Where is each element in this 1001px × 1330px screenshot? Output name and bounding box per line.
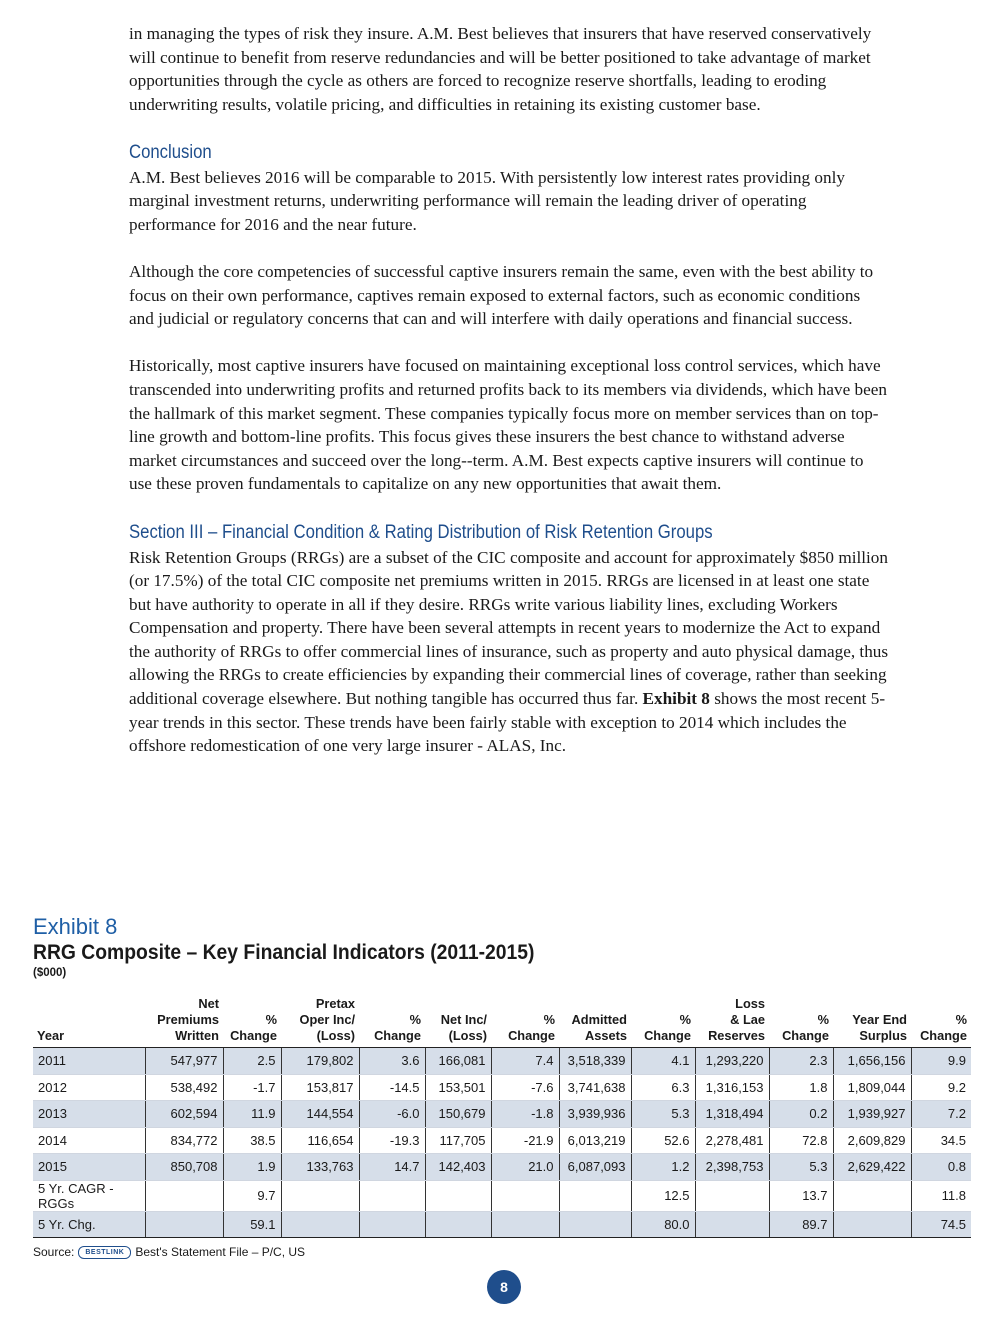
- table-cell: 166,081: [425, 1048, 491, 1075]
- table-cell: 0.8: [911, 1154, 971, 1181]
- header-year-end-surplus: Year End Surplus: [833, 996, 911, 1048]
- table-row: [33, 1154, 971, 1181]
- table-cell: 144,554: [281, 1101, 359, 1128]
- table-cell: [559, 1180, 631, 1211]
- table-cell: 74.5: [911, 1211, 971, 1238]
- table-cell: 1,293,220: [695, 1048, 769, 1075]
- table-cell: 150,679: [425, 1101, 491, 1128]
- table-cell: -1.7: [223, 1074, 281, 1101]
- table-cell: 9.2: [911, 1074, 971, 1101]
- table-row: [33, 1101, 971, 1128]
- table-cell: -7.6: [491, 1074, 559, 1101]
- table-row: [33, 1048, 971, 1075]
- header-pct-change: % Change: [223, 996, 281, 1048]
- table-cell: -21.9: [491, 1127, 559, 1154]
- table-cell: [695, 1180, 769, 1211]
- table-cell: 11.9: [223, 1101, 281, 1128]
- table-cell: -19.3: [359, 1127, 425, 1154]
- table-cell: 2,398,753: [695, 1154, 769, 1181]
- table-cell: [491, 1211, 559, 1238]
- table-cell: 0.2: [769, 1101, 833, 1128]
- table-cell: -14.5: [359, 1074, 425, 1101]
- table-cell: 4.1: [631, 1048, 695, 1075]
- table-cell: 3.6: [359, 1048, 425, 1075]
- header-pct-change: % Change: [359, 996, 425, 1048]
- table-header-row: [33, 996, 971, 1048]
- table-cell: 117,705: [425, 1127, 491, 1154]
- header-pct-change: % Change: [631, 996, 695, 1048]
- table-cell: 6.3: [631, 1074, 695, 1101]
- table-cell: 3,518,339: [559, 1048, 631, 1075]
- table-cell: 3,741,638: [559, 1074, 631, 1101]
- table-cell: 1,939,927: [833, 1101, 911, 1128]
- table-row: [33, 1127, 971, 1154]
- row-label-cell: 5 Yr. CAGR - RGGs: [33, 1180, 145, 1211]
- row-label-cell: 2014: [33, 1127, 145, 1154]
- table-cell: 9.7: [223, 1180, 281, 1211]
- table-cell: 2.3: [769, 1048, 833, 1075]
- table-cell: 9.9: [911, 1048, 971, 1075]
- table-cell: 5.3: [631, 1101, 695, 1128]
- table-cell: -1.8: [491, 1101, 559, 1128]
- source-line: [33, 1245, 305, 1259]
- table-body: [33, 1048, 971, 1238]
- table-cell: 2,629,422: [833, 1154, 911, 1181]
- table-cell: 1,316,153: [695, 1074, 769, 1101]
- table-cell: 6,013,219: [559, 1127, 631, 1154]
- table-cell: 59.1: [223, 1211, 281, 1238]
- row-label-cell: 2013: [33, 1101, 145, 1128]
- bestlink-logo: BESTLINK: [78, 1246, 131, 1259]
- table-cell: 602,594: [145, 1101, 223, 1128]
- table-cell: 538,492: [145, 1074, 223, 1101]
- table-cell: 179,802: [281, 1048, 359, 1075]
- financial-indicators-table: [33, 996, 971, 1238]
- table-cell: 11.8: [911, 1180, 971, 1211]
- table-cell: 80.0: [631, 1211, 695, 1238]
- table-cell: 133,763: [281, 1154, 359, 1181]
- table-row: [33, 1074, 971, 1101]
- table-cell: 1,318,494: [695, 1101, 769, 1128]
- exhibit-title: RRG Composite – Key Financial Indicators (2011-2015): [33, 941, 535, 964]
- exhibit-8: [33, 914, 973, 1232]
- header-pct-change: % Change: [911, 996, 971, 1048]
- header-net-inc: Net Inc/ (Loss): [425, 996, 491, 1048]
- header-pct-change: % Change: [769, 996, 833, 1048]
- exhibit-unit: ($000): [33, 967, 67, 979]
- table-cell: 3,939,936: [559, 1101, 631, 1128]
- table-cell: 72.8: [769, 1127, 833, 1154]
- source-prefix: Source:: [33, 1245, 75, 1259]
- row-label-cell: 2011: [33, 1048, 145, 1075]
- header-loss-lae-reserves: Loss & Lae Reserves: [695, 996, 769, 1048]
- row-label-cell: 5 Yr. Chg.: [33, 1211, 145, 1238]
- exhibit-reference: Exhibit 8: [642, 689, 710, 709]
- table-cell: 14.7: [359, 1154, 425, 1181]
- table-cell: 1.2: [631, 1154, 695, 1181]
- table-cell: 1.9: [223, 1154, 281, 1181]
- table-cell: [281, 1211, 359, 1238]
- table-cell: 153,817: [281, 1074, 359, 1101]
- table-cell: [145, 1211, 223, 1238]
- table-cell: 38.5: [223, 1127, 281, 1154]
- header-admitted-assets: Admitted Assets: [559, 996, 631, 1048]
- table-cell: 1.8: [769, 1074, 833, 1101]
- intro-paragraph: in managing the types of risk they insure. A.M. Best believes that insurers that have reserved conservatively will continue to benefit from reserve redundancies and will be better positioned to take advantage of market opportunities through the cycle as others are forced to recognize reserve shortfalls, leading to eroding underwriting results, volatile pricing, and difficulties in retaining its existing customer base.: [129, 24, 872, 114]
- table-cell: 6,087,093: [559, 1154, 631, 1181]
- table-cell: 2,278,481: [695, 1127, 769, 1154]
- table-cell: 1,656,156: [833, 1048, 911, 1075]
- table-cell: 21.0: [491, 1154, 559, 1181]
- table-cell: 142,403: [425, 1154, 491, 1181]
- conclusion-heading: Conclusion: [129, 141, 212, 163]
- table-cell: [833, 1211, 911, 1238]
- page-number: 8: [487, 1270, 521, 1304]
- exhibit-label: Exhibit 8: [33, 914, 118, 939]
- section3-paragraph: [129, 546, 889, 758]
- table-cell: -6.0: [359, 1101, 425, 1128]
- header-pretax-oper-inc: Pretax Oper Inc/ (Loss): [281, 996, 359, 1048]
- section3-text-b: shows the most recent 5-year trends in this sector. These trends have been fairly stable with exception to 2014 which includes the offshore redomestication of one very large insurer - ALAS, Inc.: [129, 689, 886, 756]
- table-cell: [359, 1180, 425, 1211]
- row-label-cell: 2015: [33, 1154, 145, 1181]
- section3-text-a: Risk Retention Groups (RRGs) are a subset of the CIC composite and account for approximately $850 million (or 17.5%) of the total CIC composite net premiums written in 2015. RRGs are licensed in at least one state but have authority to operate in all if they desire. RRGs write various liability lines, excluding Workers Compensation and property. There have been several attempts in recent years to modernize the Act to expand the authority of RRGs to offer commercial lines of insurance, such as property and auto physical damage, thus allowing the RRGs to create efficiencies by expanding their commercial lines of coverage, rather than seeking additional coverage elsewhere. But nothing tangible has occurred thus far.: [129, 547, 889, 709]
- table-row: [33, 1180, 971, 1211]
- header-pct-change: % Change: [491, 996, 559, 1048]
- conclusion-paragraph-2: Although the core competencies of successful captive insurers remain the same, even with the best ability to focus on their own performance, captives remain exposed to external factors, such as economic conditions and judicial or regulatory concerns that can and will interfere with daily operations and financial success.: [129, 262, 874, 329]
- conclusion-paragraph-3: Historically, most captive insurers have focused on maintaining exceptional loss control services, which have transcended into underwriting profits and returned profits back to its members via dividends, which have been the hallmark of this market segment. These companies typically focus more on member services than on top-line growth and bottom-line profits. This focus gives these insurers the best chance to withstand adverse market circumstances and succeed over the long--term. A.M. Best expects captive insurers will continue to use these proven fundamentals to capitalize on any new opportunities that await them.: [129, 356, 887, 494]
- table-cell: 153,501: [425, 1074, 491, 1101]
- table-cell: [491, 1180, 559, 1211]
- row-label-cell: 2012: [33, 1074, 145, 1101]
- table-cell: 12.5: [631, 1180, 695, 1211]
- table-cell: [359, 1211, 425, 1238]
- table-cell: 547,977: [145, 1048, 223, 1075]
- table-cell: [559, 1211, 631, 1238]
- table-cell: 89.7: [769, 1211, 833, 1238]
- table-cell: 5.3: [769, 1154, 833, 1181]
- table-cell: 2.5: [223, 1048, 281, 1075]
- header-year: Year: [33, 996, 145, 1048]
- conclusion-paragraph-1: A.M. Best believes 2016 will be comparable to 2015. With persistently low interest rates providing only marginal investment returns, underwriting performance will remain the leading driver of operating performance for 2016 and the near future.: [129, 167, 845, 235]
- table-cell: 7.2: [911, 1101, 971, 1128]
- table-cell: 2,609,829: [833, 1127, 911, 1154]
- table-cell: 834,772: [145, 1127, 223, 1154]
- table-cell: 13.7: [769, 1180, 833, 1211]
- table-cell: 34.5: [911, 1127, 971, 1154]
- table-row: [33, 1211, 971, 1238]
- table-cell: 7.4: [491, 1048, 559, 1075]
- table-cell: [425, 1211, 491, 1238]
- table-cell: 116,654: [281, 1127, 359, 1154]
- table-cell: 52.6: [631, 1127, 695, 1154]
- table-cell: [695, 1211, 769, 1238]
- table-cell: [833, 1180, 911, 1211]
- header-net-premiums: Net Premiums Written: [145, 996, 223, 1048]
- table-cell: [281, 1180, 359, 1211]
- article-body: [129, 22, 889, 781]
- table-cell: [425, 1180, 491, 1211]
- table-cell: 1,809,044: [833, 1074, 911, 1101]
- section3-heading: Section III – Financial Condition & Rating Distribution of Risk Retention Groups: [129, 521, 713, 543]
- source-text: Best's Statement File – P/C, US: [135, 1245, 306, 1259]
- table-cell: [145, 1180, 223, 1211]
- table-cell: 850,708: [145, 1154, 223, 1181]
